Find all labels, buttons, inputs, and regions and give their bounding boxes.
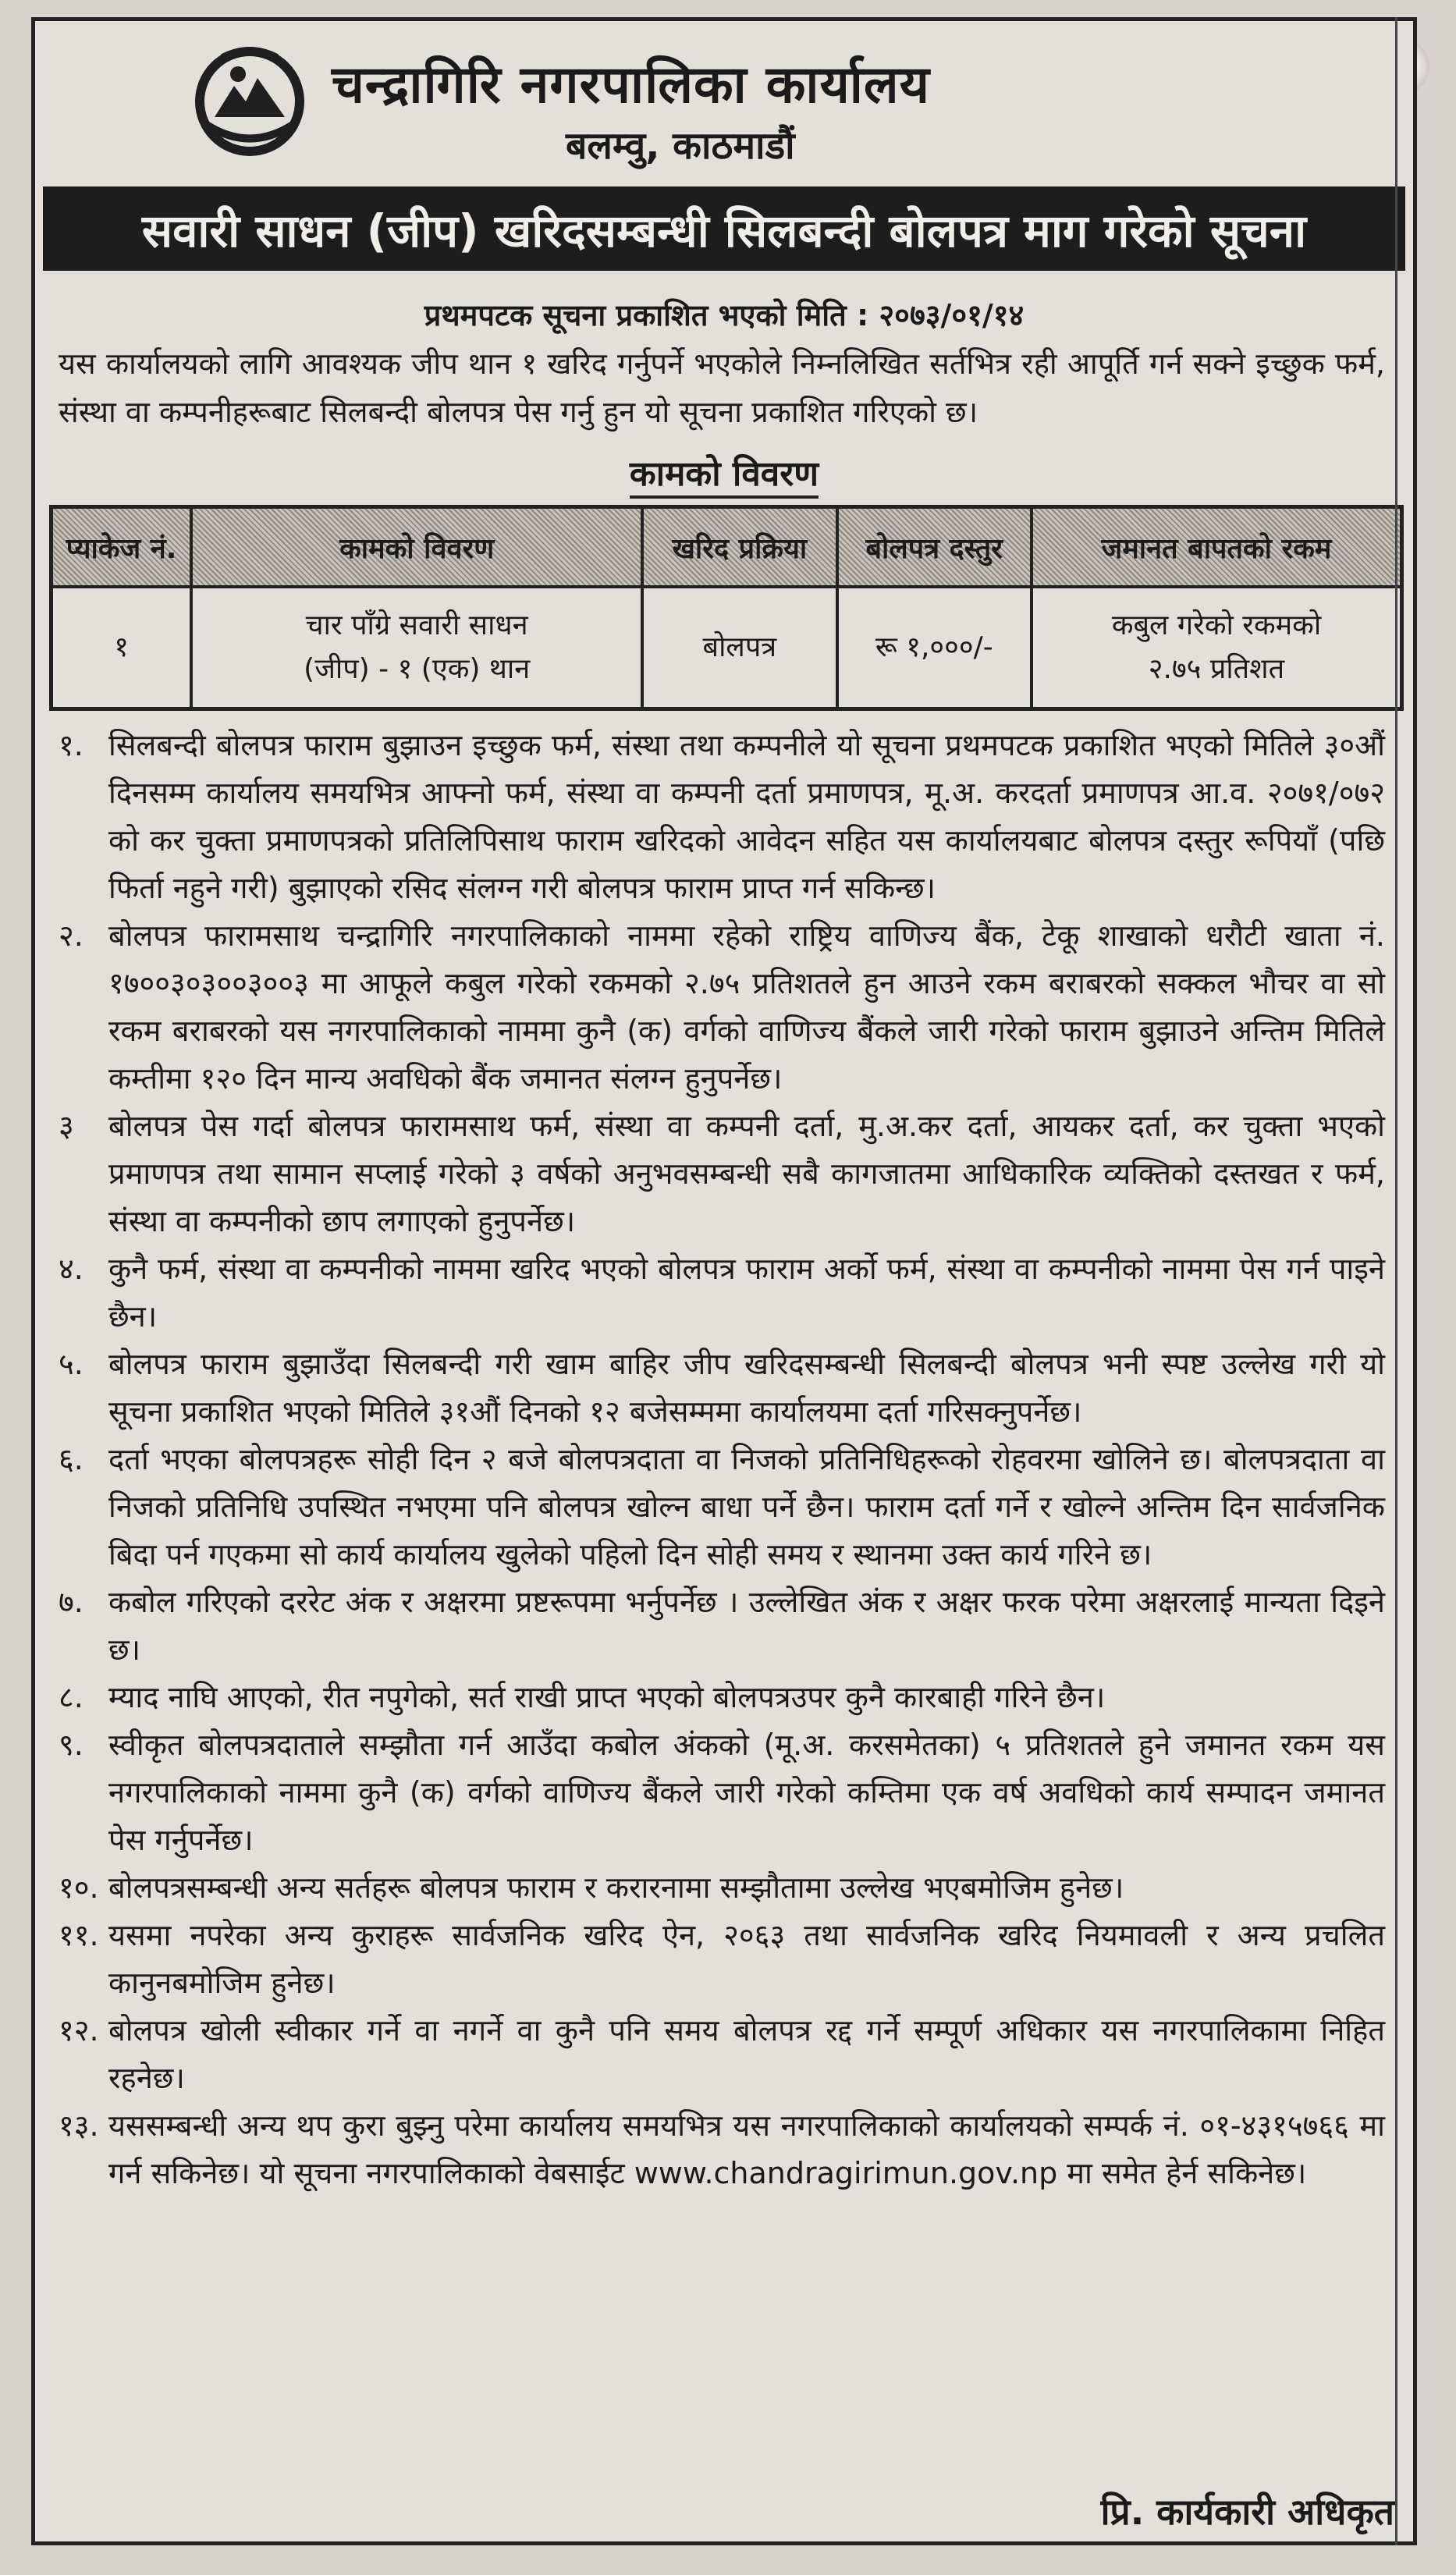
section-heading-text: कामको विवरण — [630, 454, 819, 499]
list-item — [59, 1721, 1385, 1864]
clause-text: बोलपत्र पेस गर्दा बोलपत्र फारामसाथ फर्म, संस्था वा कम्पनी दर्ता, मु.अ.कर दर्ता, आयकर दर्ता, कर चुक्ता भएको प्रमाणपत्र तथा सामान सप्लाई गरेको ३ वर्षको अनुभवसम्बन्धी सबै कागजातमा आधिकारिक व्यक्तिको दस्तखत र फर्म, संस्था वा कम्पनीको छाप लगाएको हुनुपर्नेछ। — [108, 1109, 1385, 1238]
table-header-cell: बोलपत्र दस्तुर — [837, 507, 1032, 588]
clause-text: सिलबन्दी बोलपत्र फाराम बुझाउन इच्छुक फर्म, संस्था तथा कम्पनीले यो सूचना प्रथमपटक प्रकाशित भएको मितिले ३०औं दिनसम्म कार्यालय समयभित्र आफ्नो फर्म, संस्था वा कम्पनी दर्ता प्रमाणपत्र, मू.अ. करदर्ता प्रमाणपत्र आ.व. २०७१/०७२ को कर चुक्ता प्रमाणपत्रको प्रतिलिपिसाथ फाराम खरिदको आवेदन सहित यस कार्यालयबाट बोलपत्र दस्तुर रूपियाँ (पछि फिर्ता नहुने गरी) बुझाएको रसिद संलग्न गरी बोलपत्र फाराम प्राप्त गर्न सकिन्छ। — [108, 728, 1385, 905]
notice-title-banner: सवारी साधन (जीप) खरिदसम्बन्धी सिलबन्दी बोलपत्र माग गरेको सूचना — [43, 186, 1405, 271]
clause-text: कबोल गरिएको दररेट अंक र अक्षरमा प्रष्टरूपमा भर्नुपर्नेछ । उल्लेखित अंक र अक्षर फरक परेमा अक्षरलाई मान्यता दिइने छ। — [108, 1585, 1385, 1667]
guarantee-line: कबुल गरेको रकमको — [1111, 609, 1322, 641]
description-line: (जीप) - १ (एक) थान — [304, 653, 531, 685]
list-item — [59, 1912, 1385, 2007]
table-header-cell: जमानत बापतको रकम — [1032, 507, 1402, 588]
clause-number: २. — [59, 918, 83, 953]
signatory-title: प्रि. कार्यकारी अधिकृत — [1100, 2491, 1394, 2533]
table-header-row — [51, 507, 1402, 588]
work-details-table — [49, 505, 1404, 711]
list-item — [59, 1674, 1385, 1721]
fee-cell: रू १,०००/- — [837, 587, 1032, 709]
clause-text: बोलपत्र फारामसाथ चन्द्रागिरि नगरपालिकाको नाममा रहेको राष्ट्रिय वाणिज्य बैंक, टेकू शाखाको धरौटी खाता नं. १७००३०३००३००३ मा आफूले कबुल गरेको रकमको २.७५ प्रतिशतले हुन आउने रकम बराबरको सक्कल भौचर वा सो रकम बराबरको यस नगरपालिकाको नाममा कुनै (क) वर्गको वाणिज्य बैंकले जारी गरेको फाराम बुझाउने अन्तिम मितिले कम्तीमा १२० दिन मान्य अवधिको बैंक जमानत संलग्न हुनुपर्नेछ। — [108, 918, 1385, 1096]
office-address: बलम्वु, काठमाडौं — [566, 124, 795, 168]
clause-text: यसमा नपरेका अन्य कुराहरू सार्वजनिक खरिद ऐन, २०६३ तथा सार्वजनिक खरिद नियमावली र अन्य प्रचलित कानुनबमोजिम हुनेछ। — [108, 1918, 1385, 2000]
list-item — [59, 1245, 1385, 1341]
list-item — [59, 2007, 1385, 2102]
clause-text: यससम्बन्धी अन्य थप कुरा बुझ्नु परेमा कार्यालय समयभित्र यस नगरपालिकाको कार्यालयको सम्पर्क नं. ०१-४३१५७६६ मा गर्न सकिनेछ। यो सूचना नगरपालिकाको वेबसाईट www.chandragirimun.gov.np मा समेत हेर्न सकिनेछ। — [108, 2108, 1385, 2190]
notice-frame — [31, 17, 1417, 2545]
clause-list — [59, 722, 1385, 2197]
description-line: चार पाँग्रे सवारी साधन — [305, 609, 528, 641]
table-row — [51, 587, 1402, 709]
table-header-cell: कामको विवरण — [191, 507, 642, 588]
section-heading — [35, 449, 1413, 495]
list-item — [59, 912, 1385, 1103]
clause-text: म्याद नाघि आएको, रीत नपुगेको, सर्त राखी प्राप्त भएको बोलपत्रउपर कुनै कारबाही गरिने छैन। — [108, 1680, 1106, 1714]
clause-number: ४. — [59, 1252, 83, 1286]
page-divider — [1395, 17, 1397, 2545]
list-item — [59, 1579, 1385, 1674]
clause-number: ८. — [59, 1680, 83, 1714]
clause-number: १०. — [59, 1870, 99, 1905]
list-item — [59, 1341, 1385, 1436]
office-name: चन्द्रागिरि नगरपालिका कार्यालय — [332, 55, 930, 115]
clause-number: ५. — [59, 1347, 83, 1381]
table-header-cell: प्याकेज नं. — [51, 507, 192, 588]
description-cell — [191, 587, 642, 709]
clause-text: बोलपत्र खोली स्वीकार गर्ने वा नगर्ने वा कुनै पनि समय बोलपत्र रद्द गर्ने सम्पूर्ण अधिकार यस नगरपालिकामा निहित रहनेछ। — [108, 2013, 1385, 2095]
clause-text: स्वीकृत बोलपत्रदाताले सम्झौता गर्न आउँदा कबोल अंकको (मू.अ. करसमेतका) ५ प्रतिशतले हुने जमानत रकम यस नगरपालिकाको नाममा कुनै (क) वर्गको वाणिज्य बैंकले जारी गरेको कम्तिमा एक वर्ष अवधिको कार्य सम्पादन जमानत पेस गर्नुपर्नेछ। — [108, 1728, 1385, 1857]
clause-number: ७. — [59, 1585, 83, 1619]
table-header-cell: खरिद प्रक्रिया — [642, 507, 836, 588]
nepal-government-emblem-icon — [191, 43, 308, 160]
process-cell: बोलपत्र — [642, 587, 836, 709]
clause-number: १३. — [59, 2108, 99, 2143]
list-item — [59, 1103, 1385, 1245]
clause-number: ६. — [59, 1442, 83, 1476]
clause-text: दर्ता भएका बोलपत्रहरू सोही दिन २ बजे बोलपत्रदाता वा निजको प्रतिनिधिहरूको रोहवरमा खोलिने छ। बोलपत्रदाता वा निजको प्रतिनिधि उपस्थित नभएमा पनि बोलपत्र खोल्न बाधा पर्ने छैन। फाराम दर्ता गर्ने र खोल्ने अन्तिम दिन सार्वजनिक बिदा पर्न गएकमा सो कार्य कार्यालय खुलेको पहिलो दिन सोही समय र स्थानमा उक्त कार्य गरिने छ। — [108, 1442, 1385, 1572]
clause-number: ११. — [59, 1918, 99, 1952]
clause-number: १. — [59, 728, 83, 762]
clause-text: बोलपत्रसम्बन्धी अन्य सर्तहरू बोलपत्र फाराम र करारनामा सम्झौतामा उल्लेख भएबमोजिम हुनेछ। — [108, 1870, 1124, 1905]
list-item — [59, 1436, 1385, 1579]
package-number-cell: १ — [51, 587, 192, 709]
guarantee-line: २.७५ प्रतिशत — [1148, 653, 1285, 685]
clause-text: बोलपत्र फाराम बुझाउँदा सिलबन्दी गरी खाम बाहिर जीप खरिदसम्बन्धी सिलबन्दी बोलपत्र भनी स्पष्ट उल्लेख गरी यो सूचना प्रकाशित भएको मितिले ३१औं दिनको १२ बजेसम्ममा कार्यालयमा दर्ता गरिसक्नुपर्नेछ। — [108, 1347, 1385, 1429]
clause-number: ३ — [59, 1109, 74, 1143]
clause-number: १२. — [59, 2013, 99, 2048]
list-item — [59, 2102, 1385, 2197]
list-item — [59, 722, 1385, 912]
intro-paragraph: यस कार्यालयको लागि आवश्यक जीप थान १ खरिद गर्नुपर्ने भएकोले निम्नलिखित सर्तभित्र रही आपूर्ति गर्न सक्ने इच्छुक फर्म, संस्था वा कम्पनीहरूबाट सिलबन्दी बोलपत्र पेस गर्नु हुन यो सूचना प्रकाशित गरिएको छ। — [59, 346, 1385, 429]
clause-text: कुनै फर्म, संस्था वा कम्पनीको नाममा खरिद भएको बोलपत्र फाराम अर्को फर्म, संस्था वा कम्पनीको नाममा पेस गर्न पाइने छैन। — [108, 1252, 1385, 1334]
clause-number: ९. — [59, 1728, 83, 1762]
guarantee-cell — [1032, 587, 1402, 709]
publication-date: प्रथमपटक सूचना प्रकाशित भएको मिति : २०७३/०१/१४ — [424, 298, 1025, 332]
list-item — [59, 1864, 1385, 1912]
notice-header — [35, 21, 1413, 185]
